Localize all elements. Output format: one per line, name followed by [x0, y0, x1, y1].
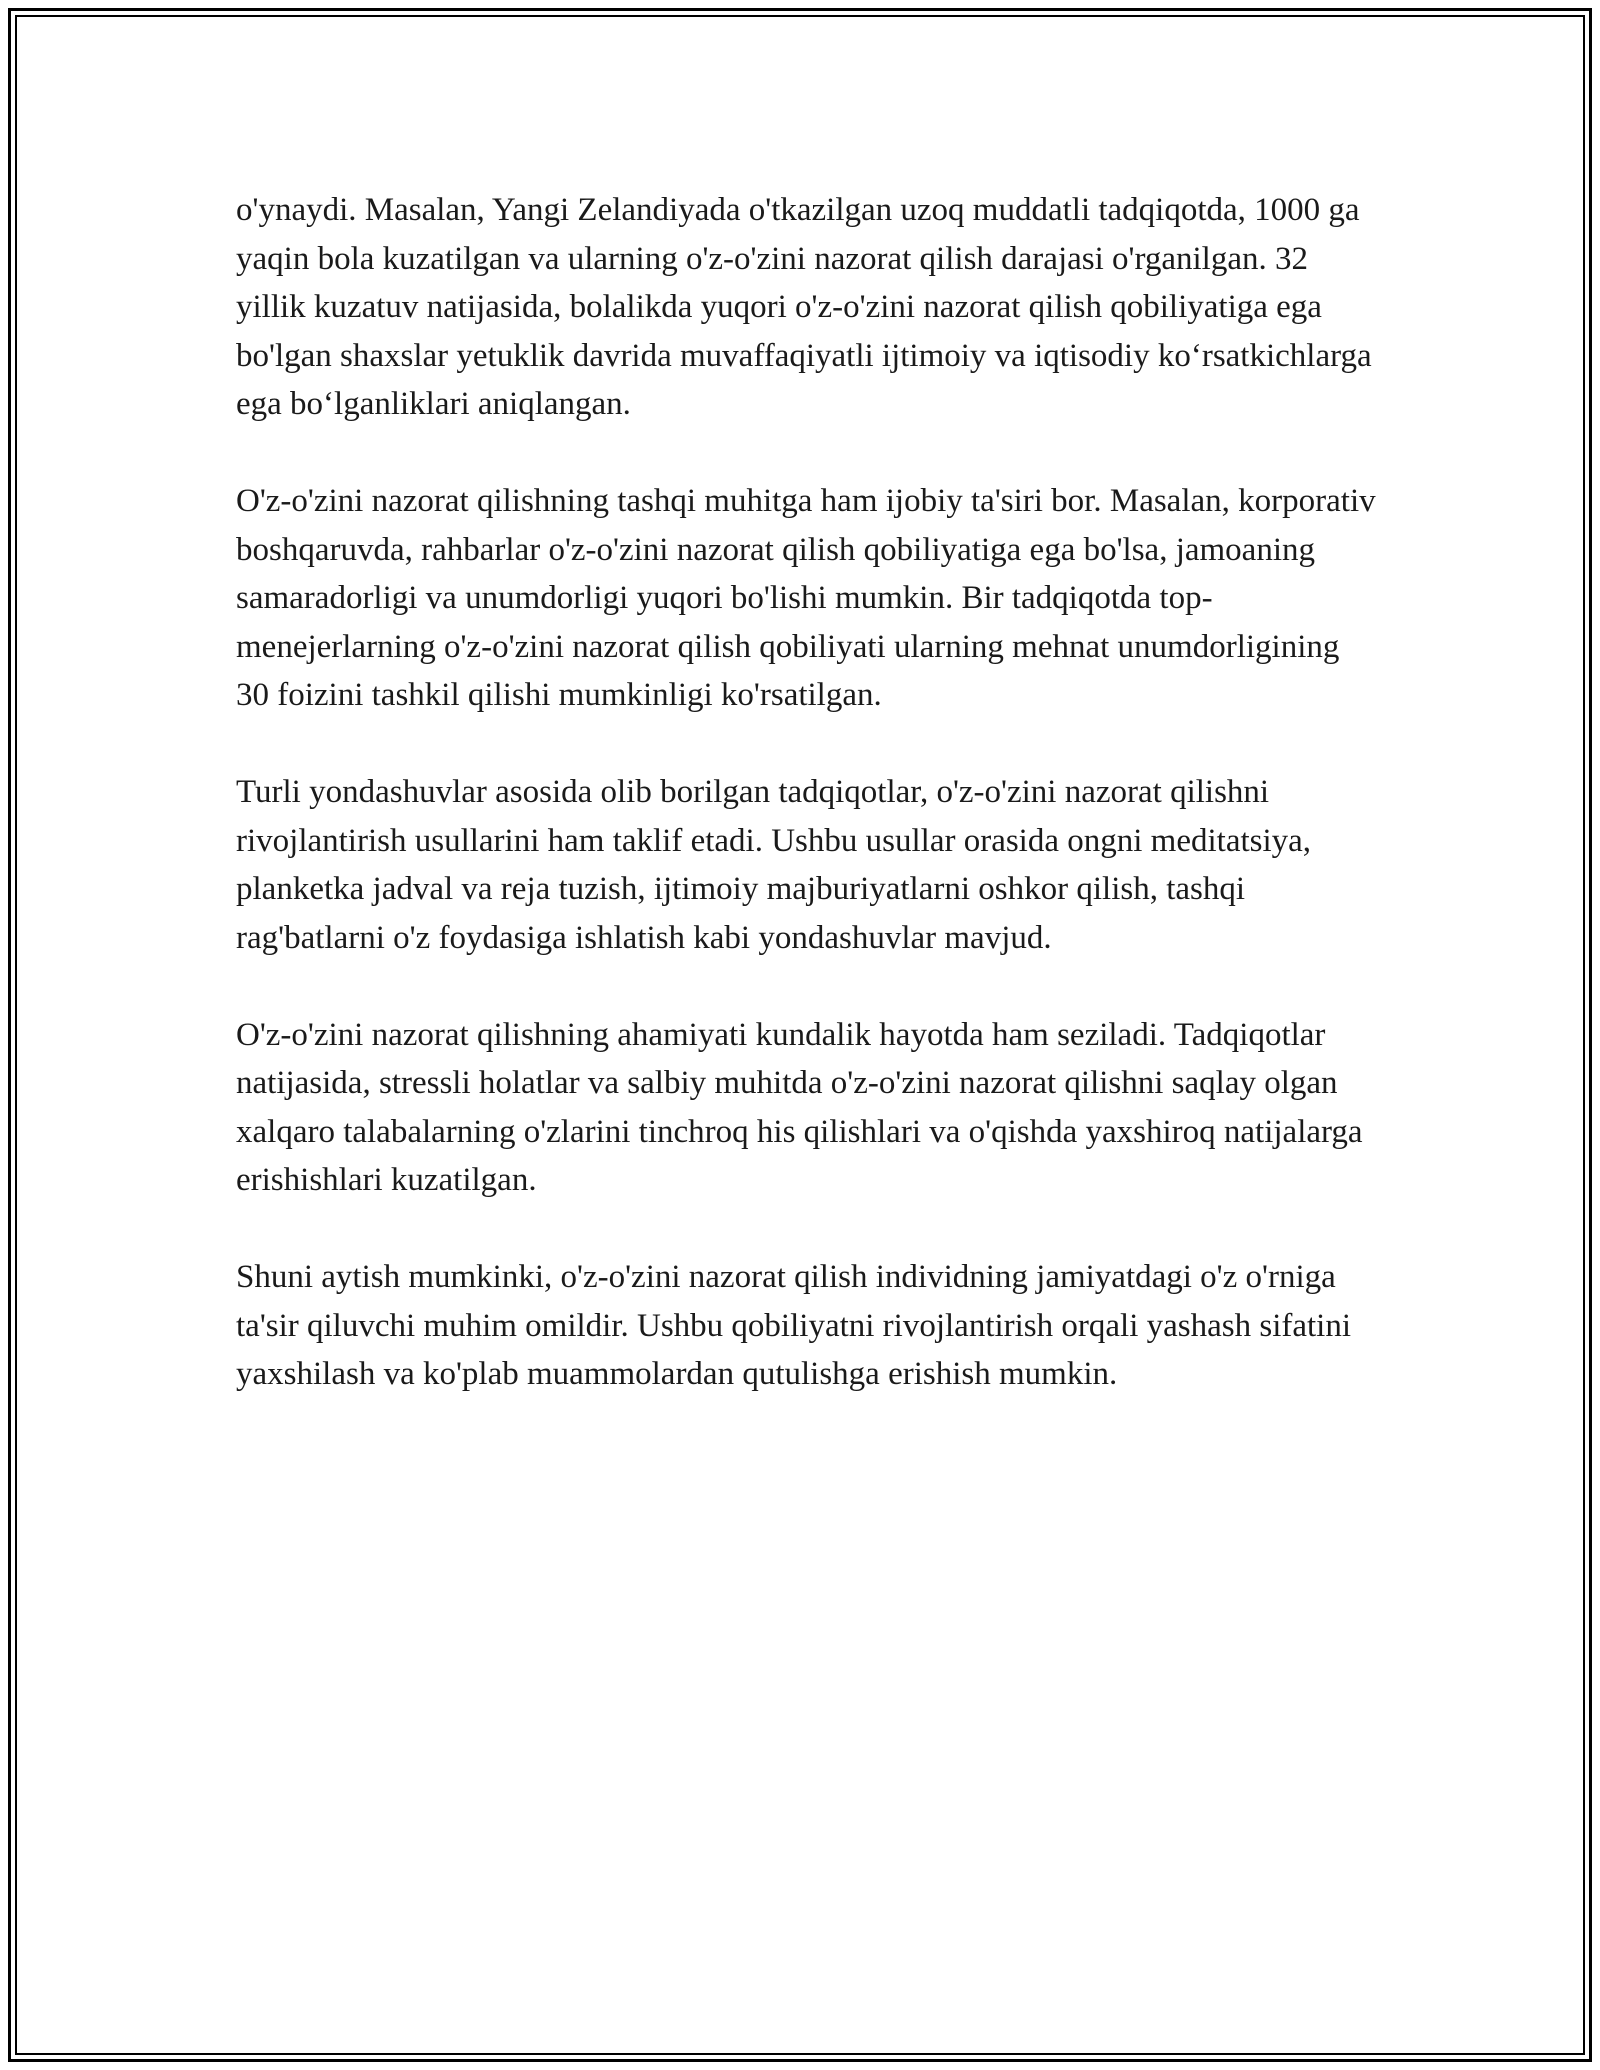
- paragraph: Turli yondashuvlar asosida olib borilgan tadqiqotlar, o'z-o'zini nazorat qilishni rivojlantirish usullarini ham taklif etadi. Ushbu usullar orasida ongni meditatsiya, planketka jadval va reja tuzish, ijtimoiy majburiyatlarni oshkor qilish, tashqi rag'batlarni o'z foydasiga ishlatish kabi yondashuvlar mavjud.: [236, 774, 1312, 956]
- document-body: [236, 186, 1376, 1447]
- paragraph: o'ynaydi. Masalan, Yangi Zelandiyada o'tkazilgan uzoq muddatli tadqiqotda, 1000 ga yaqin bola kuzatilgan va ularning o'z-o'zini nazorat qilish darajasi o'rganilgan. 32 yillik kuzatuv natijasida, bolalikda yuqori o'z-o'zini nazorat qilish qobiliyatiga ega bo'lgan shaxslar yetuklik davrida muvaffaqiyatli ijtimoiy va iqtisodiy ko‘rsatkichlarga ega bo‘lganliklari aniqlangan.: [236, 192, 1372, 422]
- paragraph: Shuni aytish mumkinki, o'z-o'zini nazorat qilish individning jamiyatdagi o'z o'rniga ta'sir qiluvchi muhim omildir. Ushbu qobiliyatni rivojlantirish orqali yashash sifatini yaxshilash va ko'plab muammolardan qutulishga erishish mumkin.: [236, 1259, 1352, 1392]
- paragraph: O'z-o'zini nazorat qilishning tashqi muhitga ham ijobiy ta'siri bor. Masalan, korporativ boshqaruvda, rahbarlar o'z-o'zini nazorat qilish qobiliyatiga ega bo'lsa, jamoaning samaradorligi va unumdorligi yuqori bo'lishi mumkin. Bir tadqiqotda top-menejerlarning o'z-o'zini nazorat qilish qobiliyati ularning mehnat unumdorligining 30 foizini tashkil qilishi mumkinligi ko'rsatilgan.: [236, 483, 1376, 713]
- paragraph: O'z-o'zini nazorat qilishning ahamiyati kundalik hayotda ham seziladi. Tadqiqotlar natijasida, stressli holatlar va salbiy muhitda o'z-o'zini nazorat qilishni saqlay olgan xalqaro talabalarning o'zlarini tinchroq his qilishlari va o'qishda yaxshiroq natijalarga erishishlari kuzatilgan.: [236, 1016, 1363, 1198]
